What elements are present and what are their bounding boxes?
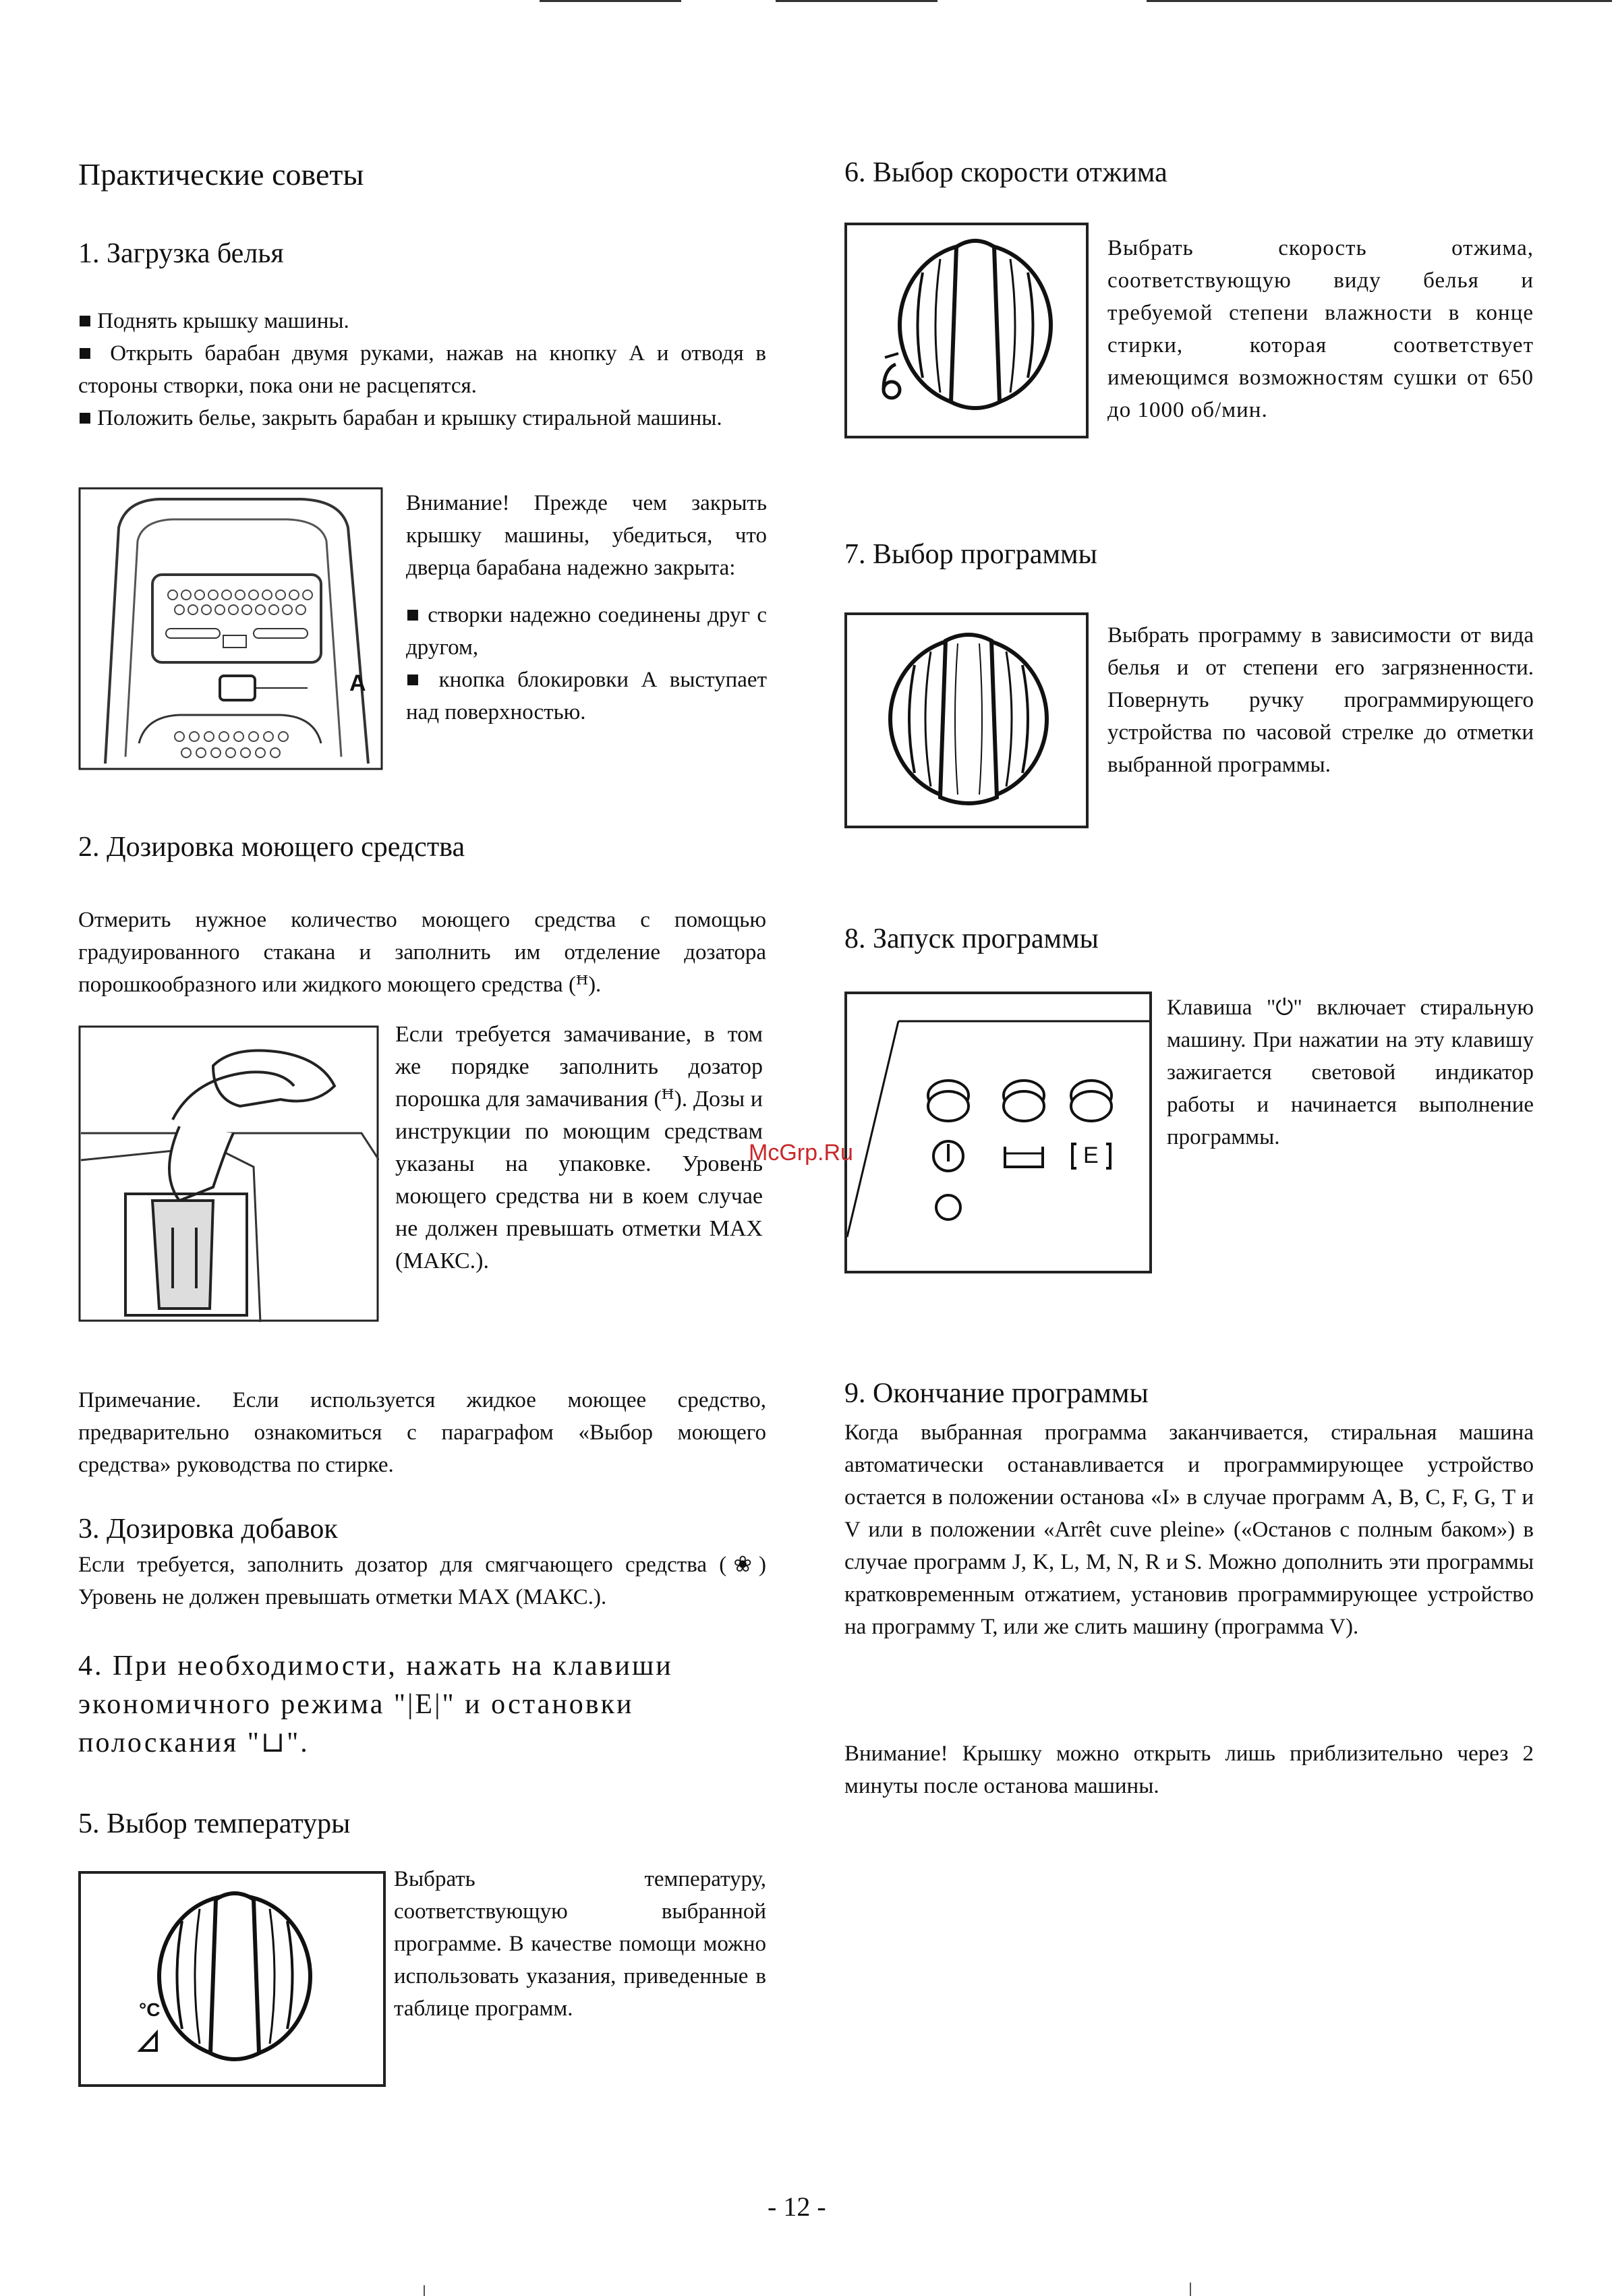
attention-text: Внимание! Прежде чем закрыть крышку машины, убедиться, что дверца барабана надежно закрыта: <box>406 491 767 580</box>
watermark: McGrp.Ru <box>749 1140 853 1166</box>
spin-knob-panel <box>844 223 1089 438</box>
detergent-illustration <box>78 1025 379 1322</box>
step-2: ■ Открыть барабан двумя руками, нажав на кнопку А и отводя в стороны створки, пока они не расцепятся. <box>78 341 766 398</box>
section-1-steps <box>78 305 766 434</box>
attention-item-2: ■ кнопка блокировки А выступает над поверхностью. <box>406 668 767 724</box>
page-number: - 12 - <box>768 2191 826 2222</box>
section-8-text: Клавиша "⏻" включает стиральную машину. При нажатии на эту клавишу зажигается световой индикатор работы и начинается выполнение программы. <box>1167 996 1534 1149</box>
section-5-heading: 5. Выбор температуры <box>78 1808 351 1839</box>
section-4-text <box>78 1647 766 1762</box>
top-rule-2 <box>776 0 937 2</box>
section-2-intro: Отмерить нужное количество моющего средства с помощью градуированного стакана и заполнить им отделение дозатора порошкообразного или жидкого моющего средства (ꟸ). <box>78 908 766 997</box>
section-9-heading: 9. Окончание программы <box>844 1378 1149 1409</box>
section-1-attention <box>406 487 767 728</box>
section-2-note: Примечание. Если используется жидкое моющее средство, предварительно ознакомиться с параграфом «Выбор моющего средства» руководства по стирке. <box>78 1388 766 1477</box>
program-knob-panel <box>844 612 1089 828</box>
section-1-heading: 1. Загрузка белья <box>78 238 284 269</box>
bottom-tick-1 <box>424 2285 425 2296</box>
section-2-heading: 2. Дозировка моющего средства <box>78 832 465 863</box>
temperature-knob-panel <box>78 1871 386 2087</box>
section-9-note: Внимание! Крышку можно открыть лишь приблизительно через 2 минуты после останова машины. <box>844 1742 1534 1798</box>
drum-illustration <box>78 487 383 770</box>
section-5-text: Выбрать температуру, соответствующую выбранной программе. В качестве помощи можно использовать указания, приведенные в таблице программ. <box>394 1867 766 2021</box>
attention-item-1: ■ створки надежно соединены друг с другом, <box>406 603 767 660</box>
control-panel-illustration <box>844 992 1152 1273</box>
section-6-text: Выбрать скорость отжима, соответствующую виду белья и требуемой степени влажности в конце стирки, которая соответствует имеющимся возможностям сушки от 650 до 1000 об/мин. <box>1107 236 1534 422</box>
bottom-tick-2 <box>1190 2283 1191 2296</box>
section-4-line-3: полоскания "⊔". <box>78 1727 310 1758</box>
page-title: Практические советы <box>78 157 364 192</box>
section-3-heading: 3. Дозировка добавок <box>78 1514 338 1545</box>
section-2-side-text: Если требуется замачивание, в том же порядке заполнить дозатор порошка для замачивания (ꟸ). Дозы и инструкции по моющим средствам указаны на упаковке. Уровень моющего средства ни в коем случае не должен превышать отметки MAX (МАКС.). <box>395 1022 763 1273</box>
step-3: ■ Положить белье, закрыть барабан и крышку стиральной машины. <box>78 406 722 430</box>
section-4-line-2: экономичного режима "|E|" и остановки <box>78 1689 634 1720</box>
section-9-text: Когда выбранная программа заканчивается, стиральная машина автоматически останавливается и программирующее устройство остается в положении останова «I» в случае программ А, В, С, F, G, Т и V или в положении «Arrêt cuve pleine» («Останов с полным баком») в случае программ J, K, L, M, N, R и S. Можно дополнить эти программы кратковременным отжатием, установив программирующее устройство на программу Т, или же слить машину (программа V). <box>844 1420 1534 1639</box>
economy-key-label: E <box>1083 1143 1099 1168</box>
top-rule-3 <box>1147 0 1612 2</box>
section-4-line-1: 4. При необходимости, нажать на клавиши <box>78 1651 673 1682</box>
section-7-heading: 7. Выбор программы <box>844 539 1097 570</box>
section-3-text: Если требуется, заполнить дозатор для смягчающего средства (❀) Уровень не должен превышать отметки MAX (МАКС.). <box>78 1553 766 1609</box>
section-7-text: Выбрать программу в зависимости от вида белья и от степени его загрязненности. Повернуть ручку программирующего устройства по часовой стрелке до отметки выбранной программы. <box>1107 623 1534 777</box>
thermometer-icon: °C <box>139 1999 161 2020</box>
button-a-label: A <box>349 670 366 696</box>
section-8-heading: 8. Запуск программы <box>844 923 1099 954</box>
step-1: ■ Поднять крышку машины. <box>78 309 349 333</box>
top-rule-1 <box>540 0 681 2</box>
section-6-heading: 6. Выбор скорости отжима <box>844 157 1167 188</box>
